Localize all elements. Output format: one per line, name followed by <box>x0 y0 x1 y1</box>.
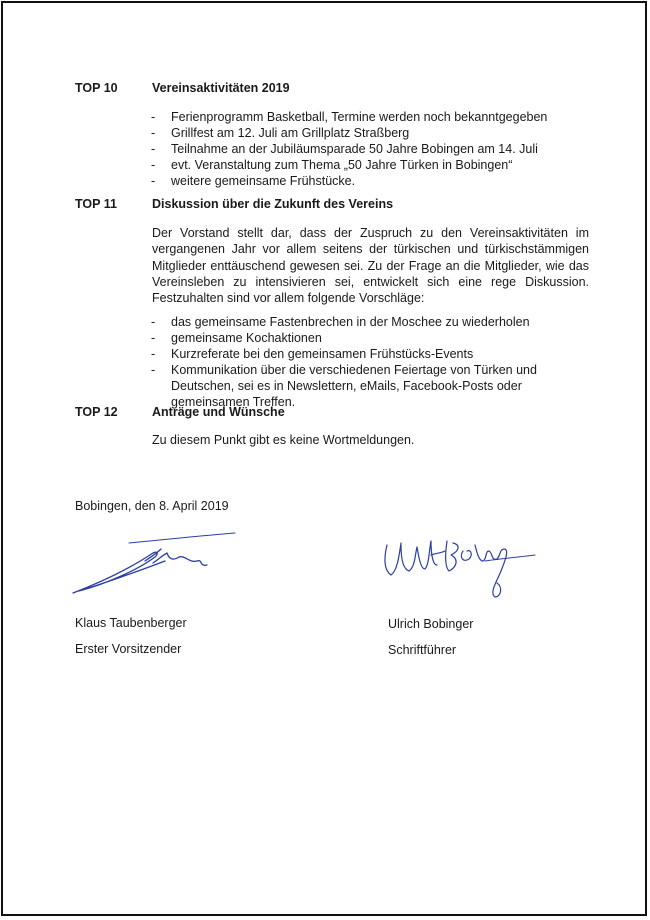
signatory-name: Ulrich Bobinger <box>388 617 474 631</box>
list-item: - Kommunikation über die verschiedenen Feiertage von Türken und Deutschen, sei es in Newslettern, eMails, Facebook-Posts oder gemeinsamen Treffen. <box>151 363 537 409</box>
list-item: - gemeinsame Kochaktionen <box>151 331 322 345</box>
activities-list <box>151 109 601 189</box>
signatory-role: Erster Vorsitzender <box>75 642 182 656</box>
signature-left <box>69 531 239 601</box>
list-item: - Teilnahme an der Jubiläumsparade 50 Jahre Bobingen am 14. Juli <box>151 142 538 156</box>
list-item: - evt. Veranstaltung zum Thema „50 Jahre Türken in Bobingen“ <box>151 158 513 172</box>
section-title: Anträge und Wünsche <box>152 405 285 419</box>
discussion-paragraph: Der Vorstand stellt dar, dass der Zuspruch zu den Vereinsaktivitäten im vergangenen Jahr vor allem seitens der türkischen und türkischstämmigen Mitglieder enttäuschend gewesen sei. Zu der Frage an die Mitglieder, wie das Vereinsleben zu intensivieren sei, entwickelt sich eine rege Diskussion. Festzuhalten sind vor allem folgende Vorschläge: <box>152 226 589 306</box>
no-requests-note: Zu diesem Punkt gibt es keine Wortmeldungen. <box>152 433 415 447</box>
list-item: - Ferienprogramm Basketball, Termine werden noch bekanntgegeben <box>151 110 548 124</box>
signatory-role: Schriftführer <box>388 643 457 657</box>
signature-right <box>379 531 539 606</box>
place-date: Bobingen, den 8. April 2019 <box>75 499 229 513</box>
list-item: - das gemeinsame Fastenbrechen in der Moschee zu wiederholen <box>151 315 530 329</box>
section-title: Diskussion über die Zukunft des Vereins <box>152 197 394 211</box>
section-title: Vereinsaktivitäten 2019 <box>152 81 290 95</box>
section-number: TOP 10 <box>75 81 118 95</box>
proposals-list <box>151 314 601 410</box>
section-number: TOP 11 <box>75 197 117 211</box>
section-number: TOP 12 <box>75 405 118 419</box>
list-item: - Kurzreferate bei den gemeinsamen Frühstücks-Events <box>151 347 474 361</box>
document-page <box>1 1 647 916</box>
list-item: - weitere gemeinsame Frühstücke. <box>151 174 356 188</box>
list-item: - Grillfest am 12. Juli am Grillplatz Straßberg <box>151 126 410 140</box>
signatory-name: Klaus Taubenberger <box>75 616 187 630</box>
